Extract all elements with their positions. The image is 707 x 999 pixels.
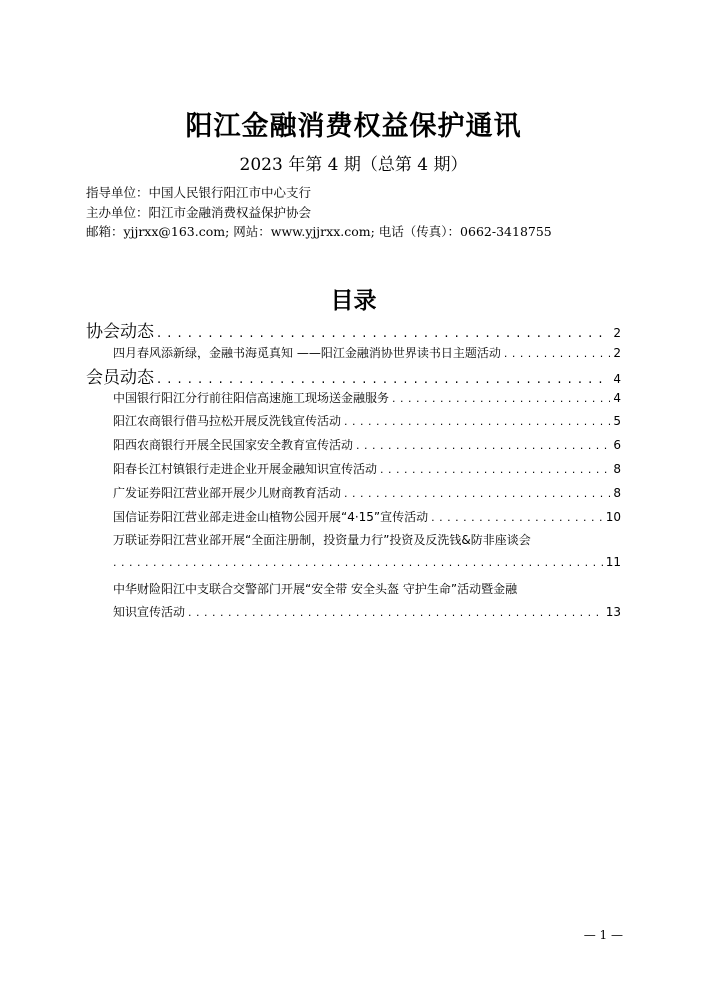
toc-item-continuation[interactable] — [113, 603, 621, 620]
guide-unit: 指导单位：中国人民银行阳江市中心支行 — [86, 185, 312, 200]
toc-page-number: 8 — [613, 462, 621, 476]
toc-item[interactable] — [113, 344, 621, 361]
toc-item-label-continued: 知识宣传活动 — [113, 605, 186, 619]
toc-page-number: 6 — [613, 438, 621, 452]
toc-item-label: 阳西农商银行开展全民国家安全教育宣传活动 — [113, 438, 354, 452]
toc-leader-dots — [392, 392, 610, 405]
toc-page-number: 11 — [605, 555, 621, 569]
toc-page-number: 4 — [613, 391, 621, 405]
host-unit: 主办单位：阳江市金融消费权益保护协会 — [86, 205, 312, 220]
toc-page-number: 2 — [613, 326, 621, 340]
newsletter-title: 阳江金融消费权益保护通讯 — [185, 111, 522, 142]
toc-leader-dots — [356, 439, 610, 452]
contact-info: 邮箱：yjjrxx@163.com; 网站：www.yjjrxx.com; 电话（传真）：0662-3418755 — [86, 224, 552, 239]
toc-page-number: 8 — [613, 486, 621, 500]
toc-section-label: 协会动态 — [86, 322, 154, 342]
toc-section-association-news[interactable] — [86, 317, 621, 342]
toc-item-label: 阳江农商银行借马拉松开展反洗钱宣传活动 — [113, 414, 342, 428]
toc-item-label: 中国银行阳江分行前往阳信高速施工现场送金融服务 — [113, 391, 390, 405]
toc-item[interactable] — [113, 389, 621, 406]
toc-leader-dots — [188, 606, 603, 619]
toc-leader-dots — [157, 372, 610, 387]
page-number: — 1 — — [583, 928, 623, 942]
toc-leader-dots — [157, 326, 610, 341]
issue-number: 2023 年第 4 期（总第 4 期） — [239, 155, 468, 175]
toc-section-member-news[interactable] — [86, 363, 621, 388]
toc-item[interactable] — [113, 484, 621, 501]
toc-item[interactable] — [113, 436, 621, 453]
toc-item-label[interactable]: 万联证券阳江营业部开展“全面注册制，投资量力行”投资及反洗钱&防非座谈会 — [113, 533, 531, 547]
toc-leader-dots — [431, 511, 603, 524]
toc-item-label: 广发证券阳江营业部开展少儿财商教育活动 — [113, 486, 342, 500]
toc-leader-dots — [504, 347, 611, 360]
toc-page-number: 4 — [613, 372, 621, 386]
toc-page-number: 10 — [605, 510, 621, 524]
toc-item[interactable] — [113, 460, 621, 477]
toc-leader-dots — [344, 415, 610, 428]
toc-page-number: 5 — [613, 414, 621, 428]
toc-section-label: 会员动态 — [86, 368, 154, 388]
toc-item[interactable] — [113, 508, 621, 525]
toc-page-number: 13 — [605, 605, 621, 619]
toc-leader-dots — [344, 487, 610, 500]
toc-item-label: 阳春长江村镇银行走进企业开展金融知识宣传活动 — [113, 462, 378, 476]
toc-item-label: 国信证券阳江营业部走进金山植物公园开展“4·15”宣传活动 — [113, 510, 429, 524]
toc-page-number: 2 — [613, 346, 621, 360]
toc-item-continuation[interactable] — [113, 555, 621, 569]
toc-leader-dots — [380, 463, 610, 476]
toc-title: 目录 — [330, 288, 377, 314]
toc-item-label: 四月春风添新绿，金融书海觅真知 ——阳江金融消协世界读书日主题活动 — [113, 346, 501, 360]
toc-item[interactable] — [113, 412, 621, 429]
toc-leader-dots — [113, 556, 603, 569]
toc-item-label[interactable]: 中华财险阳江中支联合交警部门开展“安全带 安全头盔 守护生命”活动暨金融 — [113, 582, 518, 596]
